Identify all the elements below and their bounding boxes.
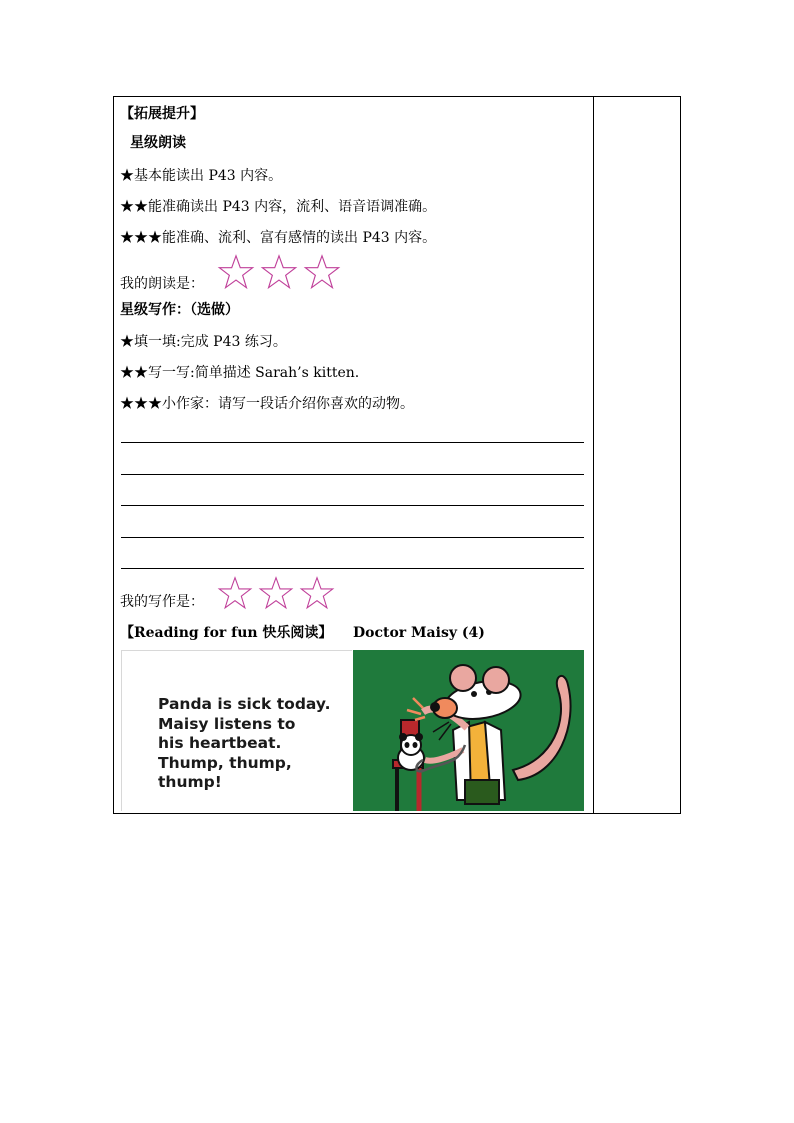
reading-for-fun-heading: 【Reading for fun 快乐阅读】 bbox=[120, 625, 333, 641]
hollow-star-icon[interactable] bbox=[217, 253, 255, 291]
hollow-star-icon[interactable] bbox=[303, 253, 341, 291]
comic-text-panel bbox=[121, 650, 352, 811]
reading-self-label: 我的朗读是： bbox=[120, 276, 204, 292]
extension-heading: 【拓展提升】 bbox=[120, 106, 204, 122]
reading-level-1: ★基本能读出 P43 内容。 bbox=[120, 168, 283, 184]
comic-line: Panda is sick today. bbox=[158, 695, 331, 713]
writing-line[interactable] bbox=[121, 537, 584, 538]
writing-level-1: ★填一填:完成 P43 练习。 bbox=[120, 334, 287, 350]
reading-level-2: ★★能准确读出 P43 内容，流利、语音语调准确。 bbox=[120, 199, 437, 215]
hollow-star-icon[interactable] bbox=[260, 253, 298, 291]
comic-line: Maisy listens to bbox=[158, 714, 296, 733]
book-title: Doctor Maisy (4) bbox=[353, 625, 485, 641]
hollow-star-icon[interactable] bbox=[258, 575, 294, 611]
writing-line[interactable] bbox=[121, 442, 584, 443]
column-divider bbox=[593, 97, 594, 813]
writing-level-3: ★★★小作家：请写一段话介绍你喜欢的动物。 bbox=[120, 396, 414, 412]
reading-rating-stars[interactable] bbox=[217, 253, 341, 291]
writing-line[interactable] bbox=[121, 568, 584, 569]
comic-line: his heartbeat. bbox=[158, 734, 282, 752]
hollow-star-icon[interactable] bbox=[217, 575, 253, 611]
writing-rating-stars[interactable] bbox=[217, 575, 335, 611]
maisy-doctor-illustration bbox=[353, 650, 584, 811]
reading-level-3: ★★★能准确、流利、富有感情的读出 P43 内容。 bbox=[120, 230, 437, 246]
maisy-illustration bbox=[353, 650, 584, 811]
writing-line[interactable] bbox=[121, 474, 584, 475]
comic-line: Thump, thump, bbox=[158, 753, 292, 772]
comic-line: thump! bbox=[158, 773, 222, 791]
reading-title: 星级朗读 bbox=[130, 135, 186, 151]
writing-line[interactable] bbox=[121, 505, 584, 506]
writing-title: 星级写作：（选做） bbox=[120, 302, 239, 318]
worksheet-table bbox=[113, 96, 681, 814]
writing-level-2: ★★写一写:简单描述 Sarah’s kitten. bbox=[120, 365, 360, 381]
hollow-star-icon[interactable] bbox=[299, 575, 335, 611]
writing-self-label: 我的写作是： bbox=[120, 594, 204, 610]
